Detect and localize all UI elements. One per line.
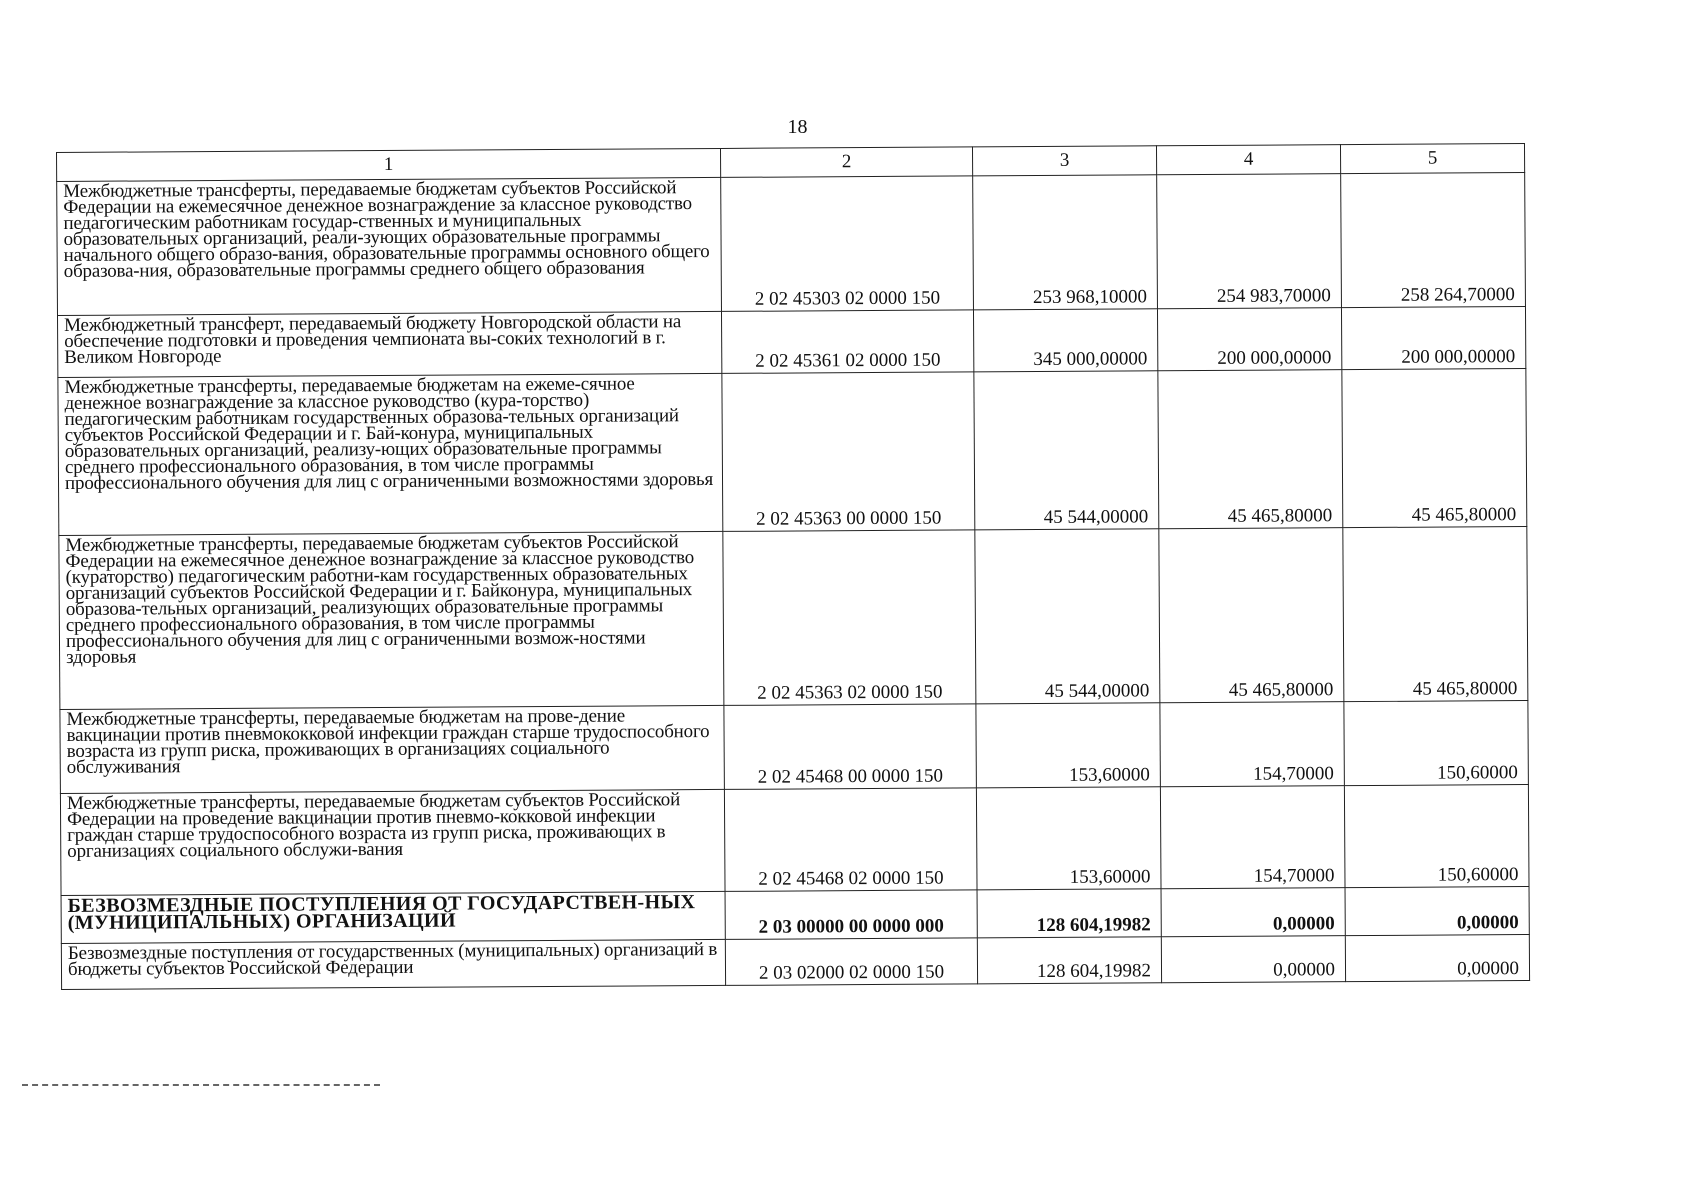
table-row	[61, 935, 1529, 990]
row-name-cell: Безвозмездные поступления от государственных (муниципальных) организаций в бюджеты субъектов Российской Федерации	[61, 939, 725, 989]
row-code-cell: 2 02 45363 00 0000 150	[722, 372, 975, 532]
row-value-5-cell: 258 264,70000	[1341, 173, 1526, 308]
row-code-cell: 2 02 45363 02 0000 150	[723, 530, 976, 706]
row-value-5-cell: 45 465,80000	[1342, 369, 1527, 528]
row-value-3-cell: 153,60000	[976, 787, 1161, 890]
row-value-4-cell: 154,70000	[1160, 786, 1345, 889]
row-code-cell: 2 02 45303 02 0000 150	[721, 176, 974, 312]
row-value-3-cell: 128 604,19982	[977, 937, 1161, 984]
row-value-4-cell: 0,00000	[1161, 936, 1345, 983]
column-header-2: 2	[720, 147, 972, 178]
row-value-4-cell: 200 000,00000	[1157, 308, 1341, 371]
column-header-5: 5	[1340, 144, 1524, 174]
row-name-cell: Межбюджетные трансферты, передаваемые бюджетам на прове-дение вакцинации против пневмококковой инфекции граждан старше трудоспособного возраста из групп риска, проживающих в организациях социального обслуживания	[60, 705, 725, 793]
row-value-4-cell: 45 465,80000	[1158, 370, 1343, 529]
row-value-4-cell: 0,00000	[1161, 888, 1345, 937]
row-value-4-cell: 154,70000	[1160, 702, 1345, 787]
table-row	[60, 785, 1529, 896]
column-header-1: 1	[57, 148, 721, 181]
row-value-3-cell: 345 000,00000	[973, 309, 1157, 372]
row-value-5-cell: 150,60000	[1344, 785, 1529, 888]
row-name-cell: БЕЗВОЗМЕЗДНЫЕ ПОСТУПЛЕНИЯ ОТ ГОСУДАРСТВЕН-НЫХ (МУНИЦИПАЛЬНЫХ) ОРГАНИЗАЦИЙ	[61, 891, 725, 943]
table-row	[57, 173, 1526, 316]
row-value-5-cell: 0,00000	[1345, 887, 1529, 936]
row-value-5-cell: 150,60000	[1344, 701, 1529, 786]
table-row	[57, 307, 1525, 378]
row-code-cell: 2 02 45468 02 0000 150	[724, 788, 977, 892]
row-value-3-cell: 153,60000	[976, 703, 1161, 788]
table-container	[56, 143, 1530, 990]
row-name-cell: Межбюджетные трансферты, передаваемые бюджетам субъектов Российской Федерации на ежемесячное денежное вознаграждение за классное руководство педагогическим работникам государ-ственных и муниципальных образовательных организаций, реали-зующих образовательные программы начального общего образо-вания, образовательные программы основного общего образова-ния, образовательные программы среднего общего образования	[57, 177, 722, 315]
row-value-4-cell: 254 983,70000	[1157, 174, 1342, 309]
row-value-3-cell: 45 544,00000	[975, 529, 1160, 704]
row-value-5-cell: 45 465,80000	[1343, 527, 1528, 702]
budget-table	[56, 143, 1530, 990]
column-header-3: 3	[972, 146, 1156, 176]
table-row	[58, 369, 1527, 536]
row-name-cell: Межбюджетные трансферты, передаваемые бюджетам субъектов Российской Федерации на ежемесячное денежное вознаграждение за классное руководство (кураторство) педагогическим работни-кам государственных образовательных организаций субъектов Российской Федерации и г. Байконура, муниципальных образова-тельных организаций, реализующих образовательные программы среднего профессионального образования, в том числе программы профессионального обучения для лиц с ограниченными возмож-ностями здоровья	[59, 531, 724, 709]
row-value-3-cell: 128 604,19982	[977, 889, 1161, 938]
row-code-cell: 2 03 00000 00 0000 000	[725, 890, 977, 940]
table-row	[59, 527, 1528, 710]
row-code-cell: 2 03 02000 02 0000 150	[725, 938, 977, 986]
page-number: 18	[787, 116, 808, 138]
row-name-cell: Межбюджетные трансферты, передаваемые бюджетам субъектов Российской Федерации на проведение вакцинации против пневмо-кокковой инфекции граждан старше трудоспособного возраста из групп риска, проживающих в организациях социального обслужи-вания	[60, 789, 725, 895]
row-value-5-cell: 0,00000	[1345, 935, 1529, 982]
row-value-4-cell: 45 465,80000	[1159, 528, 1344, 703]
row-value-5-cell: 200 000,00000	[1341, 307, 1525, 370]
row-name-cell: Межбюджетные трансферты, передаваемые бюджетам на ежеме-сячное денежное вознаграждение за классное руководство (кура-торство) педагогическим работникам государственных образова-тельных организаций субъектов Российской Федерации и г. Бай-конура, муниципальных образовательных организаций, реализу-ющих образовательные программы среднего профессионального образования, в том числе программы профессионального обучения для лиц с ограниченными возможностями здоровья	[58, 373, 723, 535]
table-row	[60, 701, 1528, 794]
table-row-total	[61, 887, 1529, 944]
footer-divider	[22, 1084, 380, 1086]
row-value-3-cell: 253 968,10000	[973, 175, 1158, 310]
column-header-4: 4	[1156, 145, 1340, 175]
row-value-3-cell: 45 544,00000	[974, 371, 1159, 530]
row-name-cell: Межбюджетный трансферт, передаваемый бюджету Новгородской области на обеспечение подготовки и проведения чемпионата вы-соких технологий в г. Великом Новгороде	[57, 311, 721, 377]
row-code-cell: 2 02 45361 02 0000 150	[721, 310, 973, 374]
row-code-cell: 2 02 45468 00 0000 150	[724, 704, 977, 790]
